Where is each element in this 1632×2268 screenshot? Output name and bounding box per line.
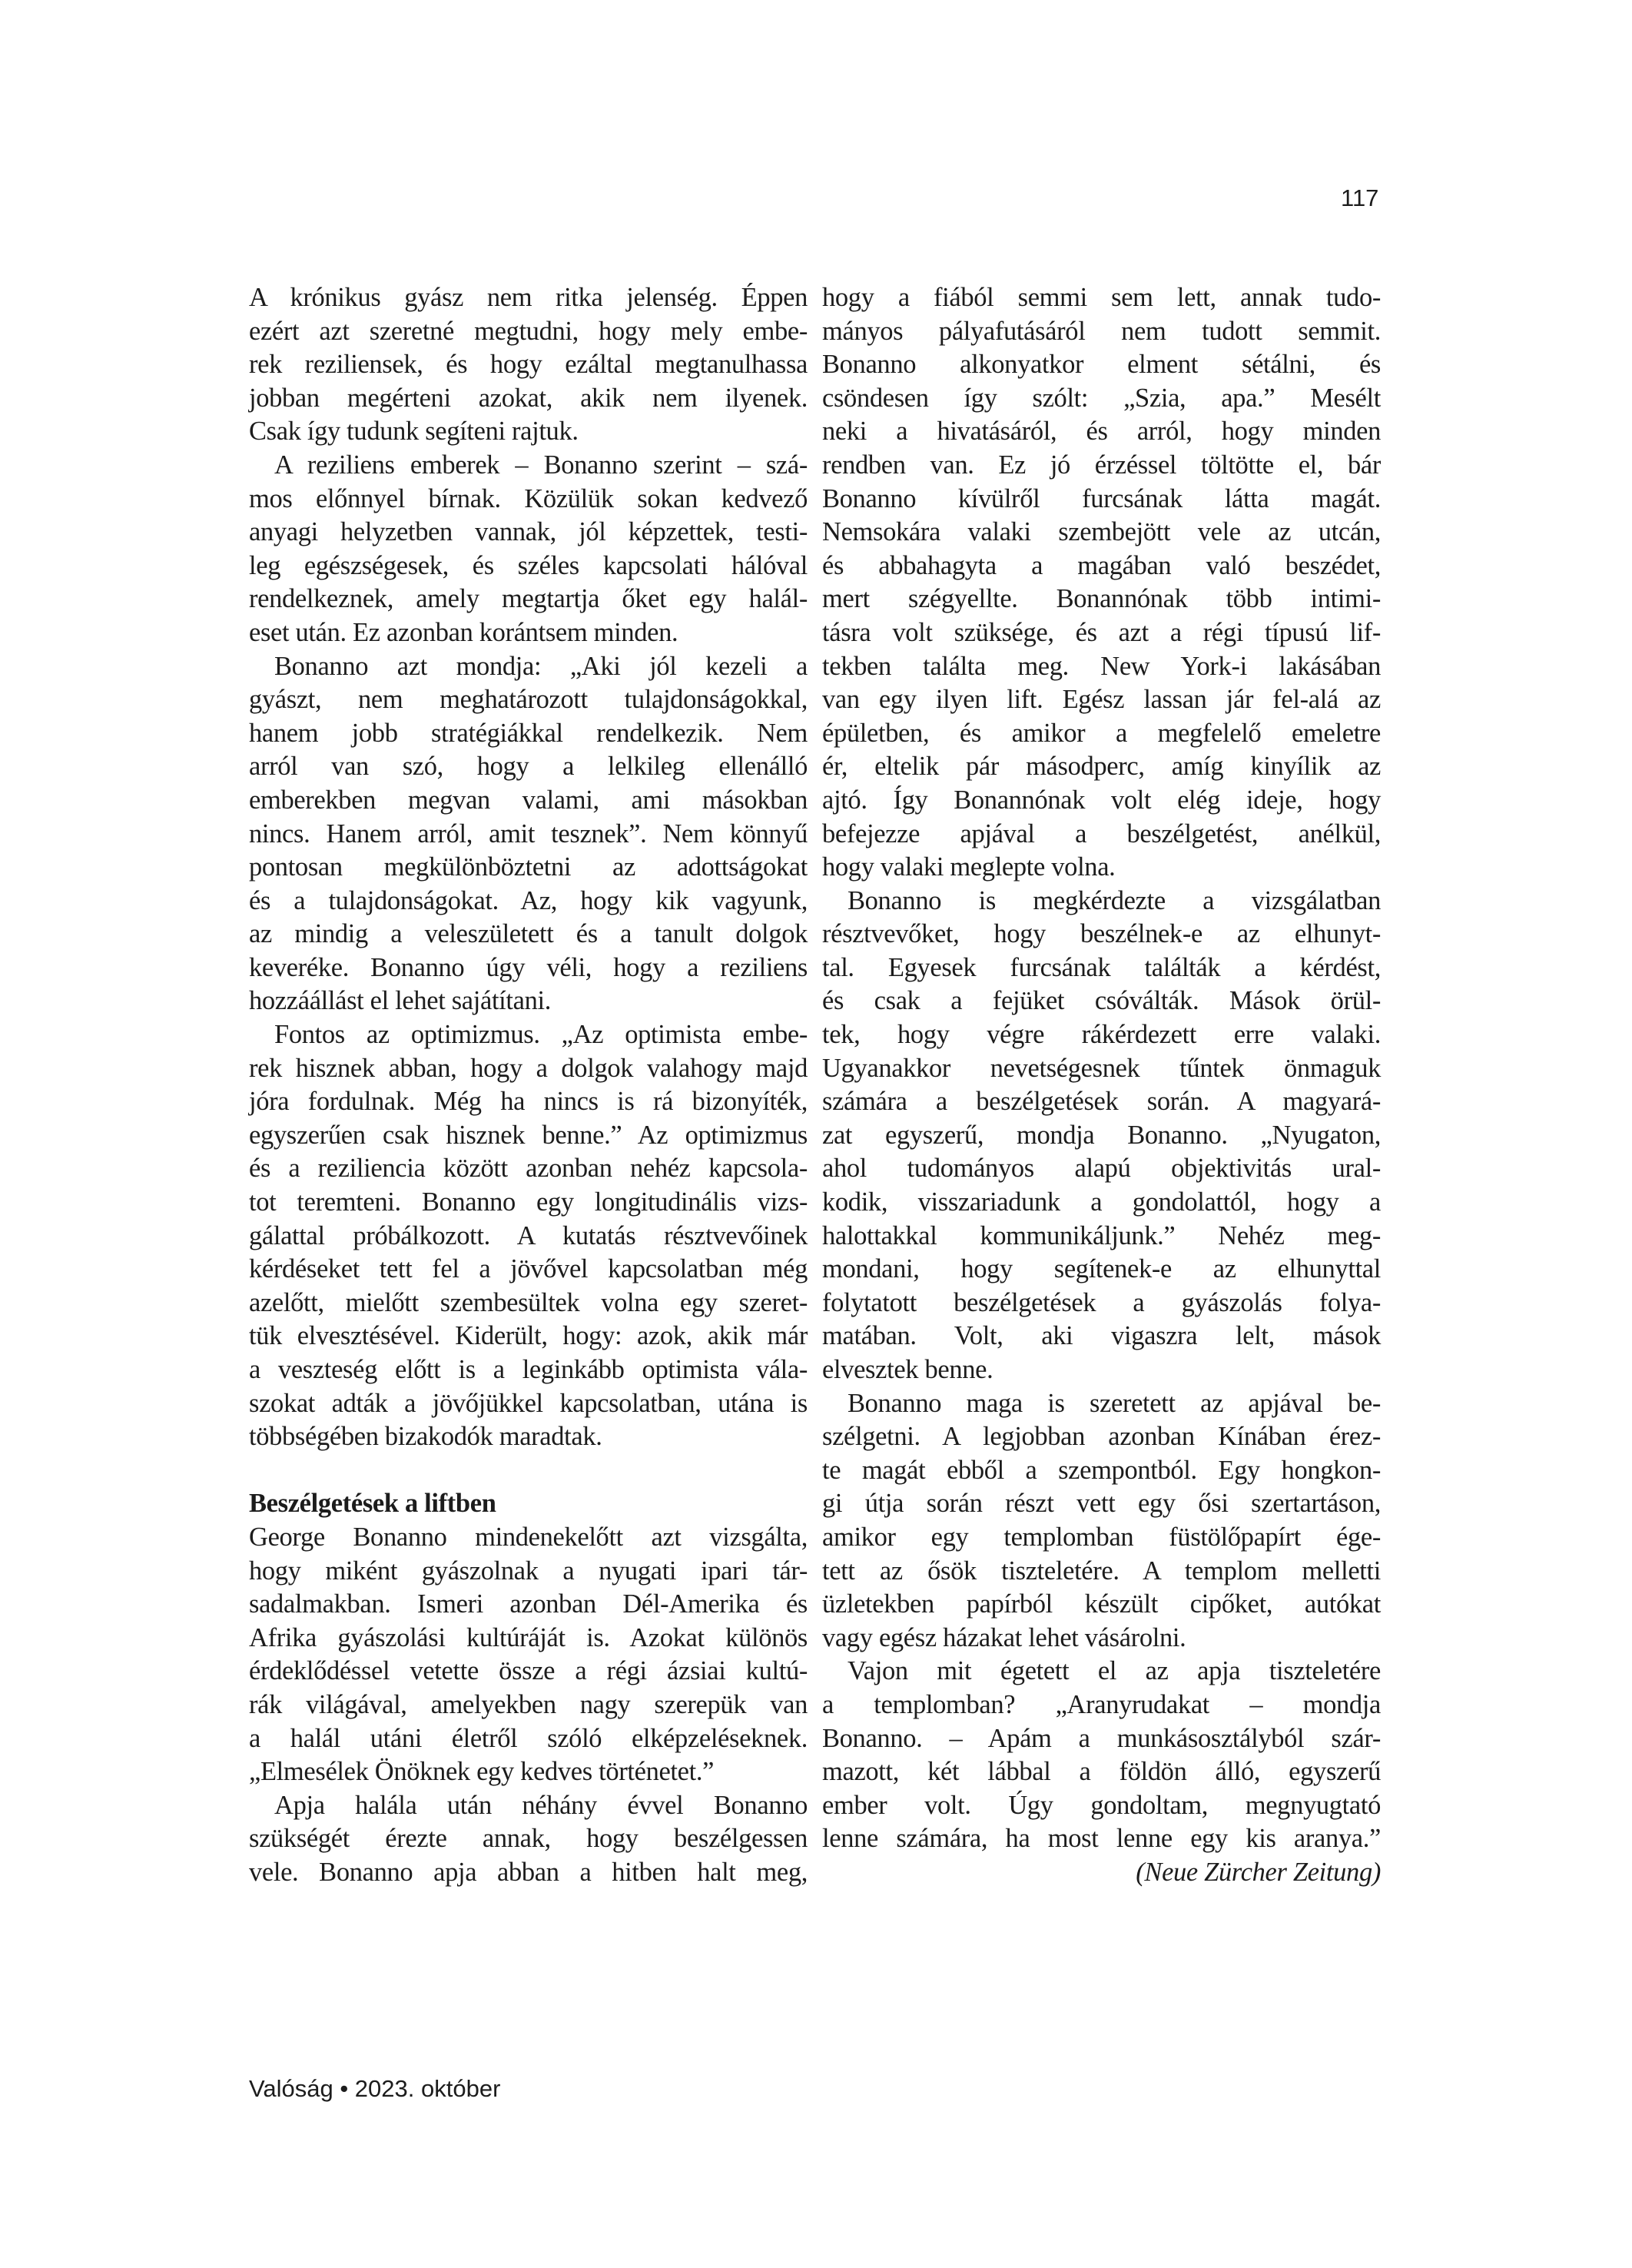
text-line: gi útja során részt vett egy ősi szertartáson, [822,1489,1381,1519]
text-line: keveréke. Bonanno úgy véli, hogy a reziliens [249,952,808,982]
text-line: befejezze apjával a beszélgetést, anélkül, [822,819,1381,848]
text-line: amikor egy templomban füstölőpapírt ége- [822,1522,1381,1552]
text-line: ezért azt szeretné megtudni, hogy mely embe- [249,316,808,346]
text-line: rák világával, amelyekben nagy szerepük van [249,1689,808,1719]
text-line: hanem jobb stratégiákkal rendelkezik. Nem [249,718,808,748]
paragraph-start-line: Fontos az optimizmus. „Az optimista embe- [274,1020,808,1050]
text-line: zat egyszerű, mondja Bonanno. „Nyugaton, [822,1120,1381,1150]
text-line: számára a beszélgetések során. A magyará- [822,1087,1381,1117]
source-citation: (Neue Zürcher Zeitung) [1136,1857,1381,1887]
text-line: a halál utáni életről szóló elképzeléseknek. [249,1723,808,1753]
text-line: szokat adták a jövőjükkel kapcsolatban, utána is [249,1388,808,1418]
paragraph-start-line: Vajon mit égetett el az apja tiszteletére [848,1656,1381,1686]
text-line: tásra volt szüksége, és azt a régi típusú lif- [822,617,1381,647]
text-line: Nemsokára valaki szembejött vele az utcán, [822,517,1381,547]
text-line: elvesztek benne. [822,1355,993,1384]
text-line: csöndesen így szólt: „Szia, apa.” Mesélt [822,383,1381,413]
text-line: halottakkal kommunikáljunk.” Nehéz meg- [822,1220,1381,1250]
text-line: és a tulajdonságokat. Az, hogy kik vagyunk, [249,885,808,915]
text-line: és csak a fejüket csóválták. Mások örül- [822,986,1381,1016]
text-line: érdeklődéssel vetette össze a régi ázsiai kultú- [249,1656,808,1686]
text-line: George Bonanno mindenekelőtt azt vizsgálta, [249,1522,808,1552]
text-line: tal. Egyesek furcsának találták a kérdést, [822,952,1381,982]
text-line: épületben, és amikor a megfelelő emeletre [822,718,1381,748]
text-line: folytatott beszélgetések a gyászolás folya- [822,1287,1381,1317]
text-line: Bonanno. – Apám a munkásosztályból szár- [822,1723,1381,1753]
text-line: tük elvesztésével. Kiderült, hogy: azok, akik már [249,1321,808,1351]
text-line: szélgetni. A legjobban azonban Kínában érez- [822,1422,1381,1452]
text-line: Bonanno kívülről furcsának látta magát. [822,483,1381,513]
paragraph-start-line: Bonanno maga is szeretett az apjával be- [848,1388,1381,1418]
article-column-left [249,281,808,1890]
text-line: többségében bizakodók maradtak. [249,1422,602,1452]
text-line: Afrika gyászolási kultúráját is. Azokat különös [249,1622,808,1652]
text-line: és abbahagyta a magában való beszédet, [822,550,1381,580]
text-line: neki a hivatásáról, és arról, hogy minden [822,417,1381,447]
text-line: gyászt, nem meghatározott tulajdonságokkal, [249,685,808,715]
text-line: tett az ősök tiszteletére. A templom melletti [822,1556,1381,1586]
page-number: 117 [1341,184,1379,211]
text-line: hogy valaki meglepte volna. [822,852,1116,882]
paragraph-start-line: Bonanno azt mondja: „Aki jól kezeli a [274,651,808,681]
text-line: lenne számára, ha most lenne egy kis aranya.” [822,1824,1381,1854]
text-line: jóra fordulnak. Még ha nincs is rá bizonyíték, [249,1087,808,1117]
text-line: kodik, visszariadunk a gondolattól, hogy a [822,1187,1381,1217]
text-line: mert szégyellte. Bonannónak több intimi- [822,584,1381,614]
text-line: mos előnnyel bírnak. Közülük sokan kedvező [249,483,808,513]
text-line: anyagi helyzetben vannak, jól képzettek, testi- [249,517,808,547]
paragraph-gap [249,1454,808,1488]
text-line: pontosan megkülönböztetni az adottságokat [249,852,808,882]
text-line: eset után. Ez azonban korántsem minden. [249,617,678,647]
text-line: és a reziliencia között azonban nehéz kapcsola- [249,1154,808,1184]
text-line: Ugyanakkor nevetségesnek tűntek önmaguk [822,1053,1381,1083]
text-line: gálattal próbálkozott. A kutatás résztvevőinek [249,1220,808,1250]
text-line: egyszerűen csak hisznek benne.” Az optimizmus [249,1120,808,1150]
text-line: rendelkeznek, amely megtartja őket egy halál- [249,584,808,614]
text-line: jobban megérteni azokat, akik nem ilyenek. [249,383,808,413]
paragraph-start-line: Apja halála után néhány évvel Bonanno [274,1790,808,1820]
text-line: ember volt. Úgy gondoltam, megnyugtató [822,1790,1381,1820]
text-line: tek, hogy végre rákérdezett erre valaki. [822,1020,1381,1050]
article-column-right [822,281,1381,1890]
text-line: a veszteség előtt is a leginkább optimista vála- [249,1355,808,1384]
text-line: emberekben megvan valami, ami másokban [249,785,808,815]
text-line: van egy ilyen lift. Egész lassan jár fel-alá az [822,685,1381,715]
text-line: tot teremteni. Bonanno egy longitudinális vizs- [249,1187,808,1217]
text-line: üzletekben papírból készült cipőket, autókat [822,1589,1381,1619]
text-line: azelőtt, mielőtt szembesültek volna egy szeret- [249,1287,808,1317]
text-line: ajtó. Így Bonannónak volt elég ideje, hogy [822,785,1381,815]
text-line: rendben van. Ez jó érzéssel töltötte el, bár [822,450,1381,480]
text-line: mazott, két lábbal a földön álló, egyszerű [822,1757,1381,1787]
text-line: „Elmesélek Önöknek egy kedves történetet.” [249,1757,715,1787]
text-line: résztvevőket, hogy beszélnek-e az elhunyt- [822,919,1381,949]
text-line: a templomban? „Aranyrudakat – mondja [822,1689,1381,1719]
text-line: kérdéseket tett fel a jövővel kapcsolatban még [249,1254,808,1284]
paragraph-start-line: A reziliens emberek – Bonanno szerint – szá- [274,450,808,480]
text-line: A krónikus gyász nem ritka jelenség. Éppen [249,283,808,312]
text-line: szükségét érezte annak, hogy beszélgessen [249,1824,808,1854]
page-footer: Valóság • 2023. október [249,2075,501,2102]
text-line: vagy egész házakat lehet vásárolni. [822,1622,1186,1652]
text-line: Csak így tudunk segíteni rajtuk. [249,417,579,447]
text-line: hogy a fiából semmi sem lett, annak tudo- [822,283,1381,312]
text-line: rek reziliensek, és hogy ezáltal megtanulhassa [249,350,808,380]
section-heading: Beszélgetések a liftben [249,1489,496,1519]
text-line: ahol tudományos alapú objektivitás ural- [822,1154,1381,1184]
text-line: matában. Volt, aki vigaszra lelt, mások [822,1321,1381,1351]
text-line: rek hisznek abban, hogy a dolgok valahogy majd [249,1053,808,1083]
text-line: sadalmakban. Ismeri azonban Dél-Amerika és [249,1589,808,1619]
text-line: Bonanno alkonyatkor elment sétálni, és [822,350,1381,380]
text-line: vele. Bonanno apja abban a hitben halt meg, [249,1857,808,1887]
text-line: ér, eltelik pár másodperc, amíg kinyílik az [822,752,1381,782]
text-line: hozzáállást el lehet sajátítani. [249,986,552,1016]
text-line: az mindig a veleszületett és a tanult dolgok [249,919,808,949]
text-line: mondani, hogy segítenek-e az elhunyttal [822,1254,1381,1284]
text-line: leg egészségesek, és széles kapcsolati hálóval [249,550,808,580]
text-line: te magát ebből a szempontból. Egy hongkon- [822,1455,1381,1485]
paragraph-start-line: Bonanno is megkérdezte a vizsgálatban [848,885,1381,915]
text-line: hogy miként gyászolnak a nyugati ipari tár- [249,1556,808,1586]
text-line: tekben találta meg. New York-i lakásában [822,651,1381,681]
text-line: nincs. Hanem arról, amit tesznek”. Nem könnyű [249,819,808,848]
text-line: arról van szó, hogy a lelkileg ellenálló [249,752,808,782]
text-line: mányos pályafutásáról nem tudott semmit. [822,316,1381,346]
